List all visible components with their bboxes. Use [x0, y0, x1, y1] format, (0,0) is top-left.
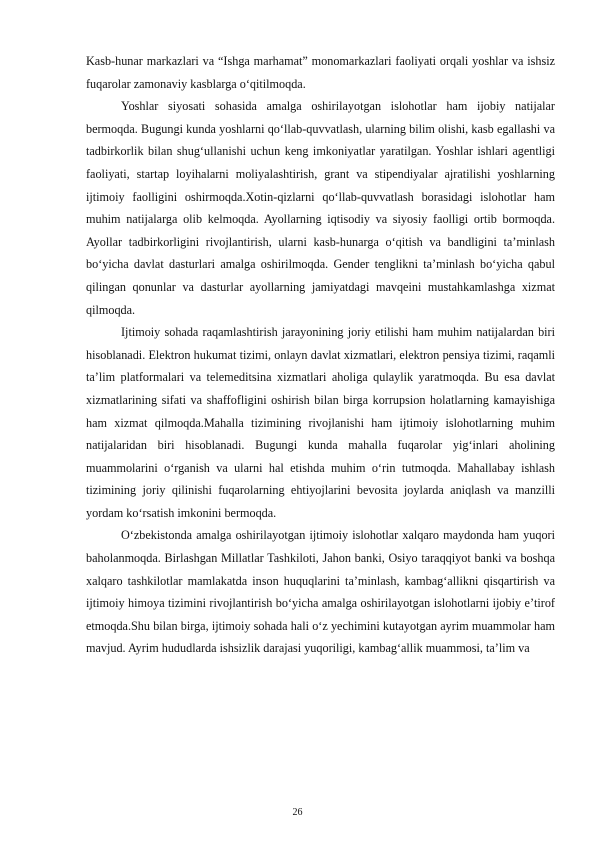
paragraph-continued: Kasb-hunar markazlari va “Ishga marhamat” monomarkazlari faoliyati orqali yoshlar va ishsiz fuqarolar zamonaviy kasblarga oʻqitilmoqda. [86, 54, 555, 91]
page-number: 26 [292, 807, 303, 818]
document-body [86, 50, 555, 660]
paragraph-international: Oʻzbekistonda amalga oshirilayotgan ijtimoiy islohotlar xalqaro maydonda ham yuqori baholanmoqda. Birlashgan Millatlar Tashkiloti, Jahon banki, Osiyo taraqqiyot banki va boshqa xalqaro tashkilotlar mamlakatda inson huquqlarini taʼminlash, kambagʻallikni qisqartirish va ijtimoiy himoya tizimini rivojlantirish boʻyicha amalga oshirilayotgan islohotlarni ijobiy eʼtirof etmoqda.Shu bilan birga, ijtimoiy sohada hali oʻz yechimini kutayotgan ayrim muammolar ham mavjud. Ayrim hududlarda ishsizlik darajasi yuqoriligi, kambagʻallik muammosi, taʼlim va [86, 528, 555, 656]
paragraph-digitalization: Ijtimoiy sohada raqamlashtirish jarayonining joriy etilishi ham muhim natijalardan biri hisoblanadi. Elektron hukumat tizimi, onlayn davlat xizmatlari, elektron pensiya tizimi, raqamli taʼlim platformalari va telemeditsina xizmatlari aholiga qulaylik yaratmoqda. Bu esa davlat xizmatlarining sifati va shaffofligini oshirish bilan birga korrupsion holatlarning kamayishiga ham xizmat qilmoqda.Mahalla tizimining rivojlanishi ham ijtimoiy islohotlarning muhim natijalaridan biri hisoblanadi. Bugungi kunda mahalla fuqarolar yigʻinlari aholining muammolarini oʻrganish va ularni hal etishda muhim oʻrin tutmoqda. Mahallabay ishlash tizimining joriy qilinishi fuqarolarning ehtiyojlarini bevosita joylarda aniqlash va manzilli yordam koʻrsatish imkonini bermoqda. [86, 325, 555, 520]
paragraph-youth-policy: Yoshlar siyosati sohasida amalga oshirilayotgan islohotlar ham ijobiy natijalar bermoqda. Bugungi kunda yoshlarni qoʻllab-quvvatlash, ularning bilim olishi, kasb egallashi va tadbirkorlik bilan shugʻullanishi uchun keng imkoniyatlar yaratilgan. Yoshlar ishlari agentligi faoliyati, startap loyihalarni moliyalashtirish, grant va stipendiyalar ajratilishi yoshlarning ijtimoiy faolligini oshirmoqda.Xotin-qizlarni qoʻllab-quvvatlash borasidagi islohotlar ham muhim natijalarga olib kelmoqda. Ayollarning iqtisodiy va siyosiy faolligi ortib bormoqda. Ayollar tadbirkorligini rivojlantirish, ularni kasb-hunarga oʻqitish va bandligini taʼminlash boʻyicha davlat dasturlari amalga oshirilmoqda. Gender tenglikni taʼminlash boʻyicha qabul qilingan qonunlar va dasturlar ayollarning jamiyatdagi mavqeini mustahkamlashga xizmat qilmoqda. [86, 99, 555, 317]
